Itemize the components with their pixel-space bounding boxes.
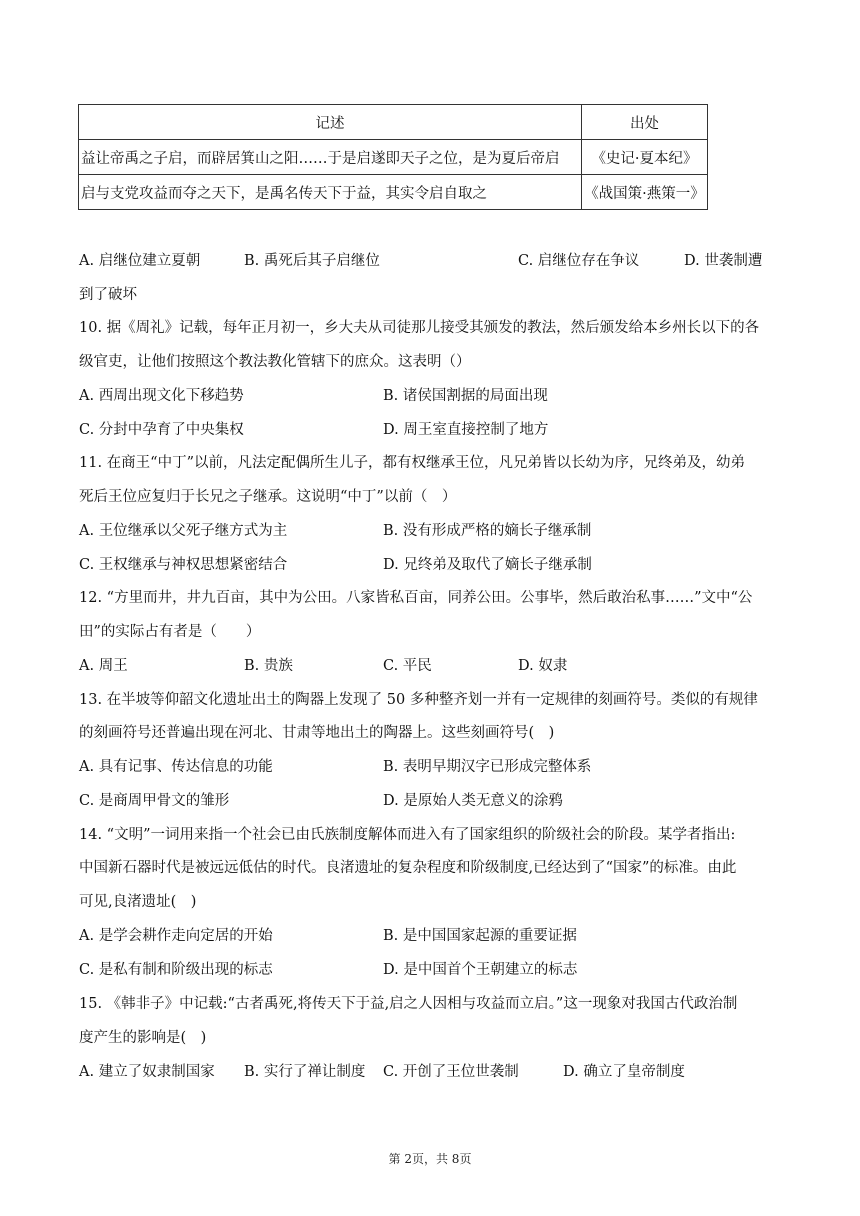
q14-stem-line-1: 14. “文明”一词用来指一个社会已由氏族制度解体而进入有了国家组织的阶级社会的阶段。某学者指出:	[79, 827, 736, 843]
q14-option-c: C. 是私有制和阶级出现的标志	[79, 962, 273, 978]
q15-option-c: C. 开创了王位世袭制	[383, 1064, 519, 1080]
q15-stem-line-1: 15. 《韩非子》中记载:“古者禹死,将传天下于益,启之人因相与攻益而立启。”这一现象对我国古代政治制	[79, 996, 738, 1012]
q12-option-d: D. 奴隶	[518, 658, 568, 674]
q11-option-b: B. 没有形成严格的嫡长子继承制	[383, 523, 592, 539]
q14-option-b: B. 是中国国家起源的重要证据	[383, 928, 577, 944]
q9-option-d-wrap: 到了破坏	[79, 287, 137, 303]
table-cell-record: 益让帝禹之子启，而辟居箕山之阳……于是启遂即天子之位，是为夏后帝启	[79, 140, 582, 175]
table-cell-source: 《战国策·燕策一》	[582, 175, 708, 210]
table-row	[79, 175, 708, 210]
q10-option-b: B. 诸侯国割据的局面出现	[383, 388, 548, 404]
q12-option-b: B. 贵族	[244, 658, 293, 674]
q10-stem-line-2: 级官吏，让他们按照这个教法教化管辖下的庶众。这表明（）	[79, 354, 471, 370]
q11-stem-line-1: 11. 在商王“中丁”以前，凡法定配偶所生儿子，都有权继承王位，凡兄弟皆以长幼为序，兄终弟及，幼弟	[79, 455, 745, 471]
q9-option-b: B. 禹死后其子启继位	[244, 253, 380, 269]
q15-option-d: D. 确立了皇帝制度	[563, 1064, 685, 1080]
q11-option-c: C. 王权继承与神权思想紧密结合	[79, 557, 288, 573]
q12-option-a: A. 周王	[79, 658, 128, 674]
q12-option-c: C. 平民	[383, 658, 432, 674]
table-cell-source: 《史记·夏本纪》	[582, 140, 708, 175]
q10-option-d: D. 周王室直接控制了地方	[383, 422, 549, 438]
q13-option-a: A. 具有记事、传达信息的功能	[79, 759, 273, 775]
table-cell-record: 启与支党攻益而夺之天下，是禹名传天下于益，其实令启自取之	[79, 175, 582, 210]
q13-stem-line-2: 的刻画符号还普遍出现在河北、甘肃等地出土的陶器上。这些刻画符号( )	[79, 725, 555, 741]
q13-option-c: C. 是商周甲骨文的雏形	[79, 793, 230, 809]
q14-option-a: A. 是学会耕作走向定居的开始	[79, 928, 273, 944]
q11-stem-line-2: 死后王位应复归于长兄之子继承。这说明“中丁”以前（ ）	[79, 489, 457, 505]
table-header-row	[79, 105, 708, 140]
q10-stem-line-1: 10. 据《周礼》记载，每年正月初一，乡大夫从司徒那儿接受其颁发的教法，然后颁发给本乡州长以下的各	[79, 320, 760, 336]
q13-stem-line-1: 13. 在半坡等仰韶文化遗址出土的陶器上发现了 50 多种整齐划一并有一定规律的刻画符号。类似的有规律	[79, 692, 758, 708]
q13-option-d: D. 是原始人类无意义的涂鸦	[383, 793, 563, 809]
source-table	[78, 104, 708, 210]
q14-stem-line-2: 中国新石器时代是被远远低估的时代。良渚遗址的复杂程度和阶级制度,已经达到了“国家”的标准。由此	[79, 860, 737, 876]
q12-stem-line-1: 12. “方里而井，井九百亩，其中为公田。八家皆私百亩，同养公田。公事毕，然后敢治私事……”文中“公	[79, 590, 753, 606]
q9-option-a: A. 启继位建立夏朝	[79, 253, 201, 269]
q11-option-d: D. 兄终弟及取代了嫡长子继承制	[383, 557, 592, 573]
q15-option-b: B. 实行了禅让制度	[244, 1064, 366, 1080]
q10-option-a: A. 西周出现文化下移趋势	[79, 388, 244, 404]
page-footer: 第 2页，共 8页	[388, 1152, 472, 1166]
header-source: 出处	[582, 105, 708, 140]
header-record: 记述	[79, 105, 582, 140]
q15-option-a: A. 建立了奴隶制国家	[79, 1064, 215, 1080]
q15-stem-line-2: 度产生的影响是( )	[79, 1030, 207, 1046]
q12-stem-line-2: 田”的实际占有者是（ ）	[79, 624, 261, 640]
q9-option-d: D. 世袭制遭	[684, 253, 763, 269]
q11-option-a: A. 王位继承以父死子继方式为主	[79, 523, 288, 539]
q14-option-d: D. 是中国首个王朝建立的标志	[383, 962, 578, 978]
q10-option-c: C. 分封中孕育了中央集权	[79, 422, 244, 438]
q14-stem-line-3: 可见,良渚遗址( )	[79, 894, 197, 910]
q13-option-b: B. 表明早期汉字已形成完整体系	[383, 759, 592, 775]
table-row	[79, 140, 708, 175]
q9-option-c: C. 启继位存在争议	[518, 253, 640, 269]
